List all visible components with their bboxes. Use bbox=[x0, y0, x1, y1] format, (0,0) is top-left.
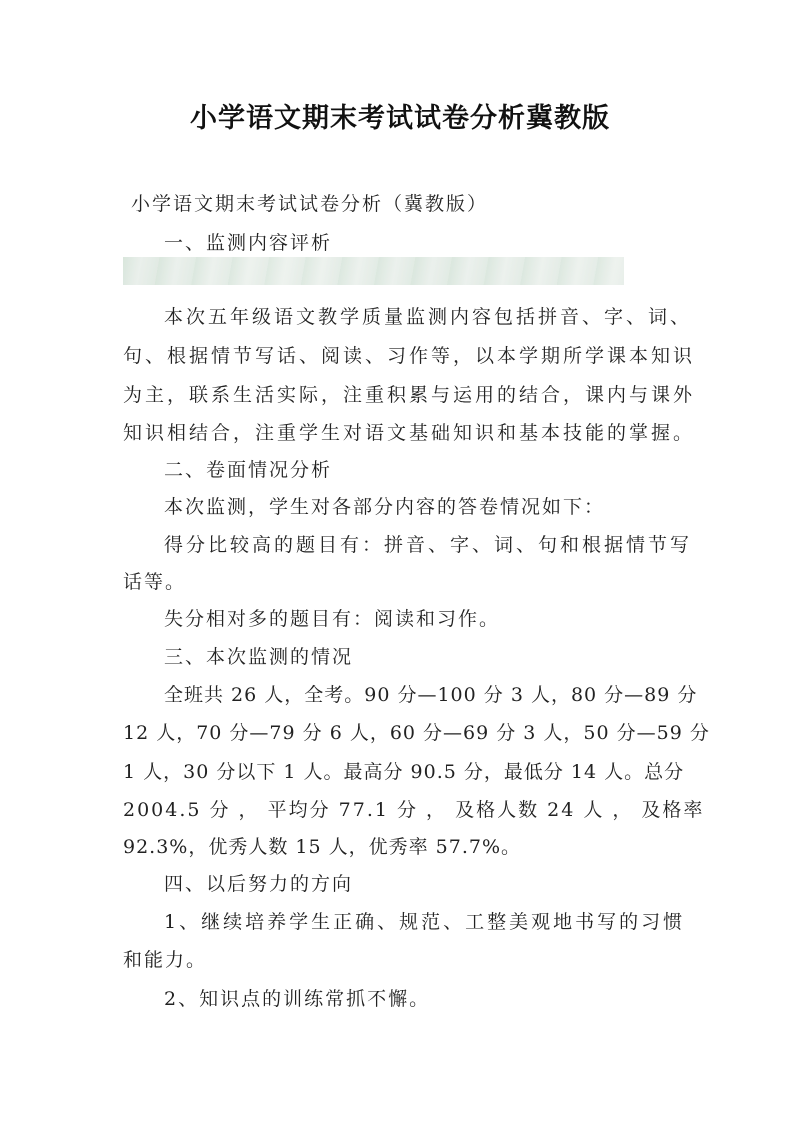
paragraph-line: 句、根据情节写话、阅读、习作等，以本学期所学课本知识 bbox=[123, 345, 696, 367]
paragraph-line: 和能力。 bbox=[123, 949, 208, 971]
paragraph-line: 本次监测，学生对各部分内容的答卷情况如下： bbox=[164, 496, 606, 518]
paragraph-line: 12 人，70 分—79 分 6 人，60 分—69 分 3 人，50 分—59 分 bbox=[123, 722, 710, 744]
subtitle-line: 小学语文期末考试试卷分析（冀教版） bbox=[131, 193, 489, 215]
section-heading-1: 一、监测内容评析 bbox=[164, 232, 333, 254]
document-title: 小学语文期末考试试卷分析冀教版 bbox=[190, 103, 610, 134]
decorative-watermark-band bbox=[123, 257, 624, 285]
section-heading-3: 三、本次监测的情况 bbox=[164, 646, 354, 668]
section-heading-2: 二、卷面情况分析 bbox=[164, 459, 333, 481]
paragraph-line: 全班共 26 人，全考。90 分—100 分 3 人，80 分—89 分 bbox=[164, 684, 698, 706]
paragraph-line: 失分相对多的题目有：阅读和习作。 bbox=[164, 608, 501, 630]
paragraph-line: 为主，联系生活实际，注重积累与运用的结合，课内与课外 bbox=[123, 384, 696, 406]
paragraph-line: 话等。 bbox=[123, 571, 187, 593]
paragraph-line: 得分比较高的题目有：拼音、字、词、句和根据情节写 bbox=[164, 534, 693, 556]
paragraph-line: 2、知识点的训练常抓不懈。 bbox=[164, 988, 431, 1010]
paragraph-line: 92.3%，优秀人数 15 人，优秀率 57.7%。 bbox=[123, 836, 522, 858]
section-heading-4: 四、以后努力的方向 bbox=[164, 873, 354, 895]
paragraph-line: 1 人，30 分以下 1 人。最高分 90.5 分，最低分 14 人。总分 bbox=[123, 761, 685, 783]
paragraph-line: 本次五年级语文教学质量监测内容包括拼音、字、词、 bbox=[164, 306, 693, 328]
paragraph-line: 2004.5 分 ， 平均分 77.1 分 ， 及格人数 24 人 ， 及格率 bbox=[123, 799, 705, 821]
paragraph-line: 1、继续培养学生正确、规范、工整美观地书写的习惯 bbox=[164, 911, 686, 933]
paragraph-line: 知识相结合，注重学生对语文基础知识和基本技能的掌握。 bbox=[123, 422, 696, 444]
